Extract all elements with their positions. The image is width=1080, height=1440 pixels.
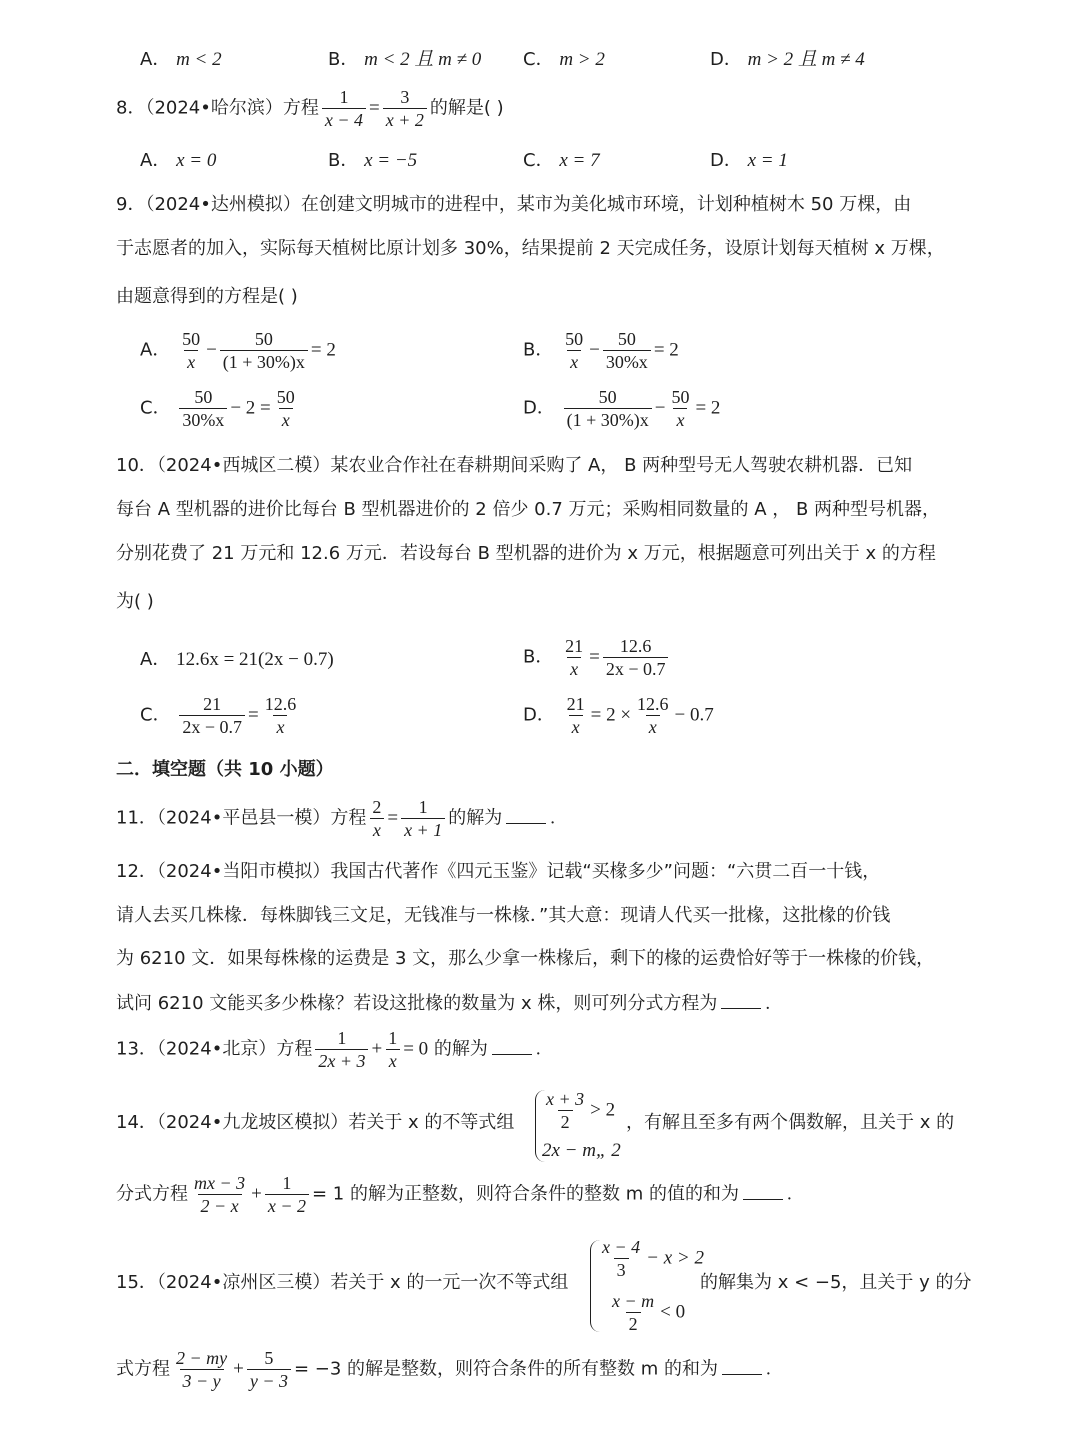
q9-line-2: 于志愿者的加入，实际每天植树比原计划多 30%，结果提前 2 天完成任务，设原计划每天植树 x 万棵， <box>116 238 945 259</box>
fraction: $\frac{21}{x}$ <box>566 694 585 737</box>
fraction: $\frac{12.6}{x}$ <box>264 694 297 737</box>
q10-option-c: C． $\frac{21}{2x - 0.7}$ = $\frac{12.6}{x}$ <box>140 693 302 738</box>
fraction: $\frac{2}{x}$ <box>369 796 384 841</box>
q15-system-line-2: $\frac{x - m}{2}$ < 0 <box>606 1290 685 1335</box>
answer-blank <box>492 1036 532 1055</box>
fraction: $\frac{1}{x}$ <box>385 1027 400 1072</box>
fraction: $\frac{12.6}{x}$ <box>637 694 669 737</box>
fraction: $\frac{1}{x - 2}$ <box>265 1172 309 1217</box>
q9-line-3: 由题意得到的方程是( ) <box>116 286 298 307</box>
q10-option-b: B． $\frac{21}{x}$ = $\frac{12.6}{2x - 0.7}$ <box>523 635 671 680</box>
q7-option-c <box>523 47 605 73</box>
q7-option-b <box>328 47 481 73</box>
fraction: $\frac{50}{x}$ <box>671 387 690 430</box>
fraction: $\frac{5}{y - 3}$ <box>247 1347 291 1392</box>
fraction: $\frac{12.6}{2x - 0.7}$ <box>603 635 669 680</box>
option-text: m > 2 <box>559 49 605 70</box>
q8-option-b: B． x = −5 <box>328 150 418 171</box>
q12-line-4: 试问 6210 文能买多少株椽？若设这批椽的数量为 x 株，则可列分式方程为 . <box>116 990 770 1017</box>
q8-option-c: C． x = 7 <box>523 150 600 171</box>
fraction: $\frac{50}{x}$ <box>276 387 295 430</box>
fraction: $\frac{50}{30\%x}$ <box>179 386 227 431</box>
question-number: 8． <box>116 97 146 119</box>
q14-tail: ，有解且至多有两个偶数解，且关于 x 的 <box>626 1112 955 1133</box>
question-tail: 的解是( ) <box>429 97 504 119</box>
q9-option-c: C． $\frac{50}{30\%x}$ − 2 = $\frac{50}{x}$ <box>140 386 301 431</box>
fraction: $\frac{50}{(1 + 30\%)x}$ <box>220 328 308 373</box>
q9-option-b: B． $\frac{50}{x}$ − $\frac{50}{30\%x}$ = 2 <box>523 329 679 372</box>
fraction: $\frac{3}{x + 2}$ <box>383 86 427 131</box>
q14-system-line-1: $\frac{x + 3}{2}$ > 2 <box>540 1088 615 1133</box>
q8-option-a: A． x = 0 <box>140 150 217 171</box>
q10-line-1: 10．（2024•西城区二模）某农业合作社在春耕期间采购了 A， B 两种型号无人驾驶农耕机器．已知 <box>116 455 913 476</box>
q10-line-4: 为( ) <box>116 591 154 612</box>
section-title: 二．填空题（共 10 小题） <box>116 759 334 780</box>
q15-line-2: 式方程 $\frac{2 - my}{3 - y}$ + $\frac{5}{y - 3}$ = −3 的解是整数，则符合条件的所有整数 m 的和为 . <box>116 1348 771 1391</box>
answer-blank <box>722 1356 762 1375</box>
option-text: m > 2 且 m ≠ 4 <box>747 49 865 70</box>
q12-line-3: 为 6210 文．如果每株椽的运费是 3 文，那么少拿一株椽后，剩下的椽的运费恰好等于一株椽的价钱， <box>116 948 935 969</box>
answer-blank <box>743 1181 783 1200</box>
q12-line-2: 请人去买几株椽．每株脚钱三文足，无钱准与一株椽．”其大意：现请人代买一批椽，这批椽的价钱 <box>116 905 891 926</box>
fraction: $\frac{2 - my}{3 - y}$ <box>176 1348 228 1391</box>
option-label: B． <box>328 49 359 70</box>
q9-option-d: D． $\frac{50}{(1 + 30\%)x}$ − $\frac{50}{x}$ = 2 <box>523 387 721 430</box>
fraction: $\frac{1}{2x + 3}$ <box>315 1027 368 1072</box>
fraction: $\frac{mx - 3}{2 - x}$ <box>194 1173 246 1216</box>
q14-line-2: 分式方程 $\frac{mx - 3}{2 - x}$ + $\frac{1}{x - 2}$ = 1 的解为正整数，则符合条件的整数 m 的值的和为 . <box>116 1173 792 1216</box>
q12-line-1: 12．（2024•当阳市模拟）我国古代著作《四元玉鉴》记载“买椽多少”问题：“六贯二百一十钱， <box>116 861 881 882</box>
fraction: $\frac{50}{30\%x}$ <box>603 328 651 373</box>
q10-option-a: A． 12.6x = 21(2x − 0.7) <box>140 649 334 670</box>
q13-stem: 13．（2024•北京）方程 $\frac{1}{2x + 3}$ + $\frac{1}{x}$ = 0 的解为 . <box>116 1028 541 1071</box>
question-source: （2024•哈尔滨）方程 <box>145 97 319 119</box>
fraction: $\frac{50}{x}$ <box>182 329 201 372</box>
q11-stem: 11．（2024•平邑县一模）方程 $\frac{2}{x}$ = $\frac{1}{x + 1}$ 的解为 . <box>116 797 555 840</box>
option-label: A． <box>140 49 171 70</box>
fraction: $\frac{21}{2x - 0.7}$ <box>179 693 245 738</box>
q15-system-line-1: $\frac{x - 4}{3}$ − x > 2 <box>596 1236 704 1281</box>
fraction: $\frac{50}{x}$ <box>565 329 584 372</box>
option-text: m < 2 且 m ≠ 0 <box>364 49 482 70</box>
fraction: $\frac{1}{x + 1}$ <box>401 796 445 841</box>
q8-stem: 8．（2024•哈尔滨）方程 $\frac{1}{x - 4}$ = $\frac{3}{x + 2}$ 的解是( ) <box>116 87 504 130</box>
option-text: m < 2 <box>176 49 222 70</box>
answer-blank <box>721 990 761 1009</box>
q9-option-a: A． $\frac{50}{x}$ − $\frac{50}{(1 + 30\%)x}$ = 2 <box>140 329 336 372</box>
answer-blank <box>506 805 546 824</box>
option-label: C． <box>523 49 554 70</box>
q10-line-3: 分别花费了 21 万元和 12.6 万元．若设每台 B 型机器的进价为 x 万元，根据题意可列出关于 x 的方程 <box>116 543 936 564</box>
q10-option-d: D． $\frac{21}{x}$ = 2 × $\frac{12.6}{x}$ − 0.7 <box>523 694 714 737</box>
fraction: $\frac{x - 4}{3}$ <box>602 1237 641 1280</box>
q15-source: 15．（2024•凉州区三模）若关于 x 的一元一次不等式组 <box>116 1272 569 1293</box>
q14-system-line-2: 2x − m„ 2 <box>542 1140 621 1161</box>
fraction: $\frac{50}{(1 + 30\%)x}$ <box>564 386 652 431</box>
fraction: $\frac{21}{x}$ <box>565 636 584 679</box>
q10-line-2: 每台 A 型机器的进价比每台 B 型机器进价的 2 倍少 0.7 万元；采购相同数量的 A ， B 两种型号机器， <box>116 499 941 520</box>
q14-source: 14．（2024•九龙坡区模拟）若关于 x 的不等式组 <box>116 1112 515 1133</box>
q7-option-a <box>140 47 222 73</box>
q15-tail: 的解集为 x < −5，且关于 y 的分 <box>700 1272 972 1293</box>
q9-line-1: 9．（2024•达州模拟）在创建文明城市的进程中，某市为美化城市环境，计划种植树木 50 万棵，由 <box>116 194 912 215</box>
q7-option-d <box>710 47 865 73</box>
fraction: $\frac{1}{x - 4}$ <box>322 86 366 131</box>
option-label: D． <box>710 49 742 70</box>
q8-option-d: D． x = 1 <box>710 150 788 171</box>
fraction: $\frac{x - m}{2}$ <box>612 1291 655 1334</box>
fraction: $\frac{x + 3}{2}$ <box>546 1089 585 1132</box>
